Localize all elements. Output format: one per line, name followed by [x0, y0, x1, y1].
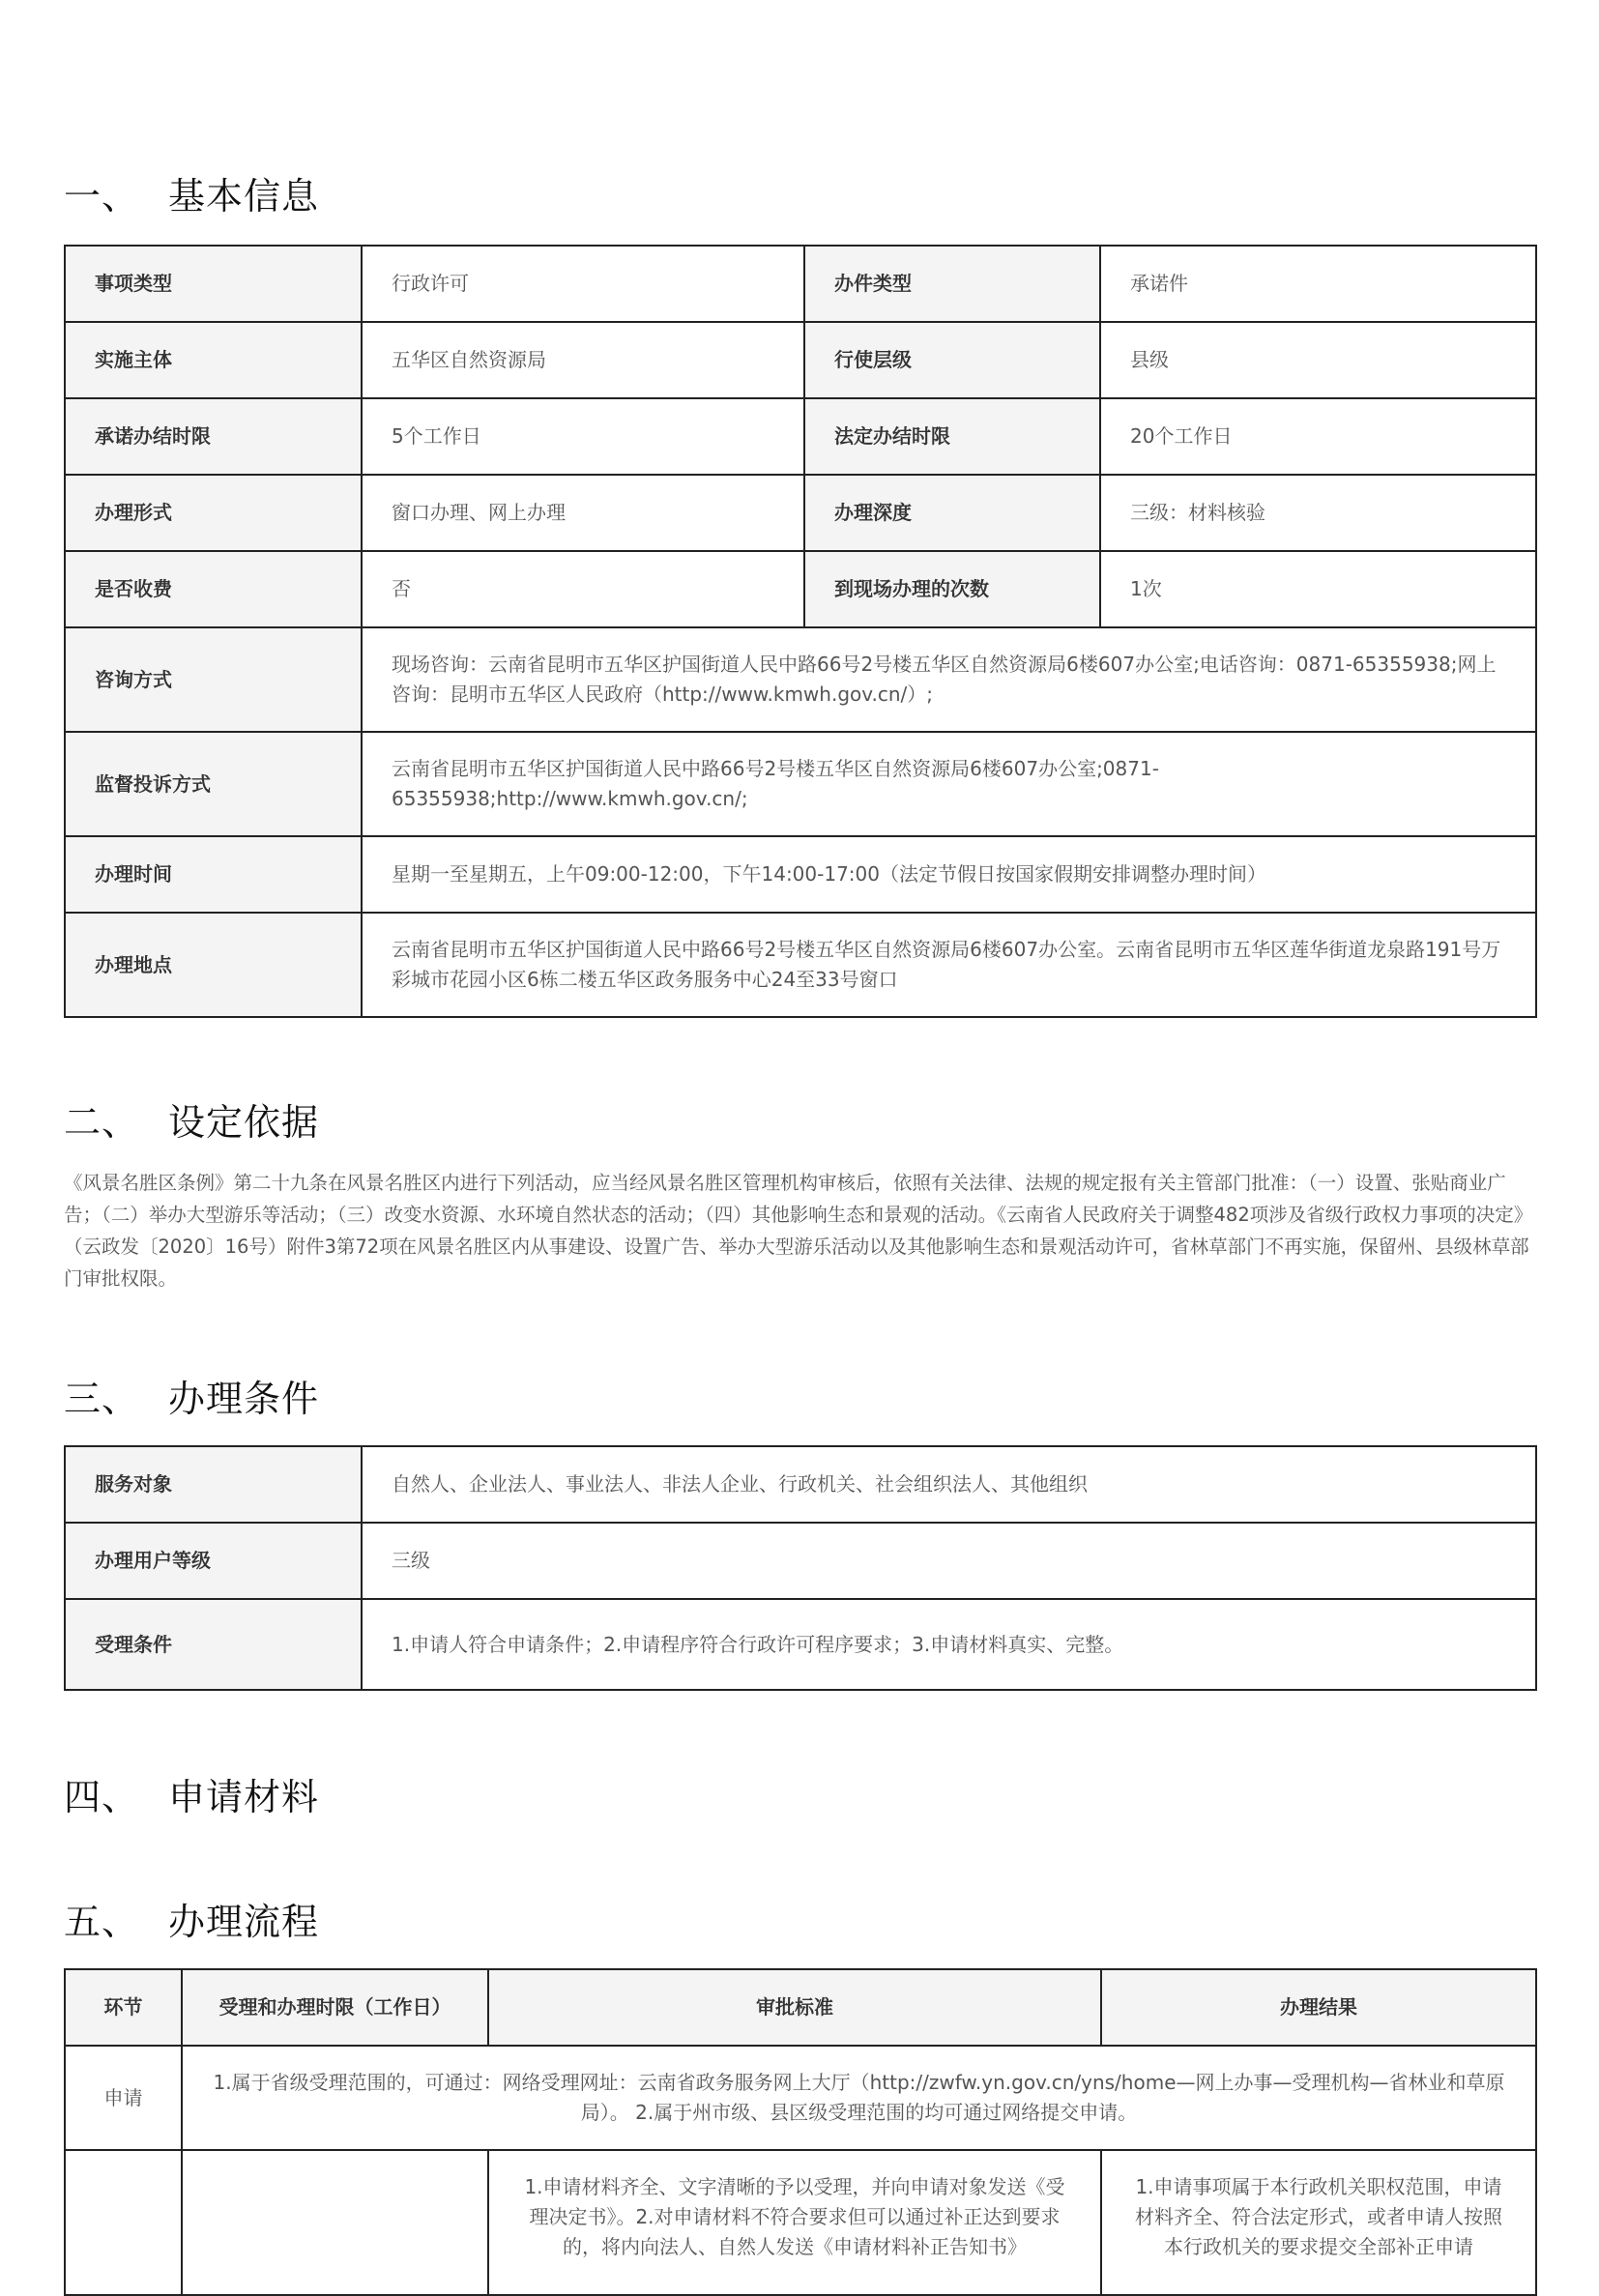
field-value: 县级 — [1100, 322, 1536, 398]
section-title-basic-info: 一、 基本信息 — [64, 175, 320, 218]
result-cell: 1.申请事项属于本行政机关职权范围，申请材料齐全、符合法定形式，或者申请人按照本行政机关的要求提交全部补正申请 — [1101, 2150, 1536, 2295]
table-row — [65, 475, 1536, 551]
field-label: 承诺办结时限 — [65, 398, 362, 475]
basis-paragraph: 《风景名胜区条例》第二十九条在风景名胜区内进行下列活动，应当经风景名胜区管理机构审核后，依照有关法律、法规的规定报有关主管部门批准：（一）设置、张贴商业广告；（二）举办大型游乐等活动；（三）改变水资源、水环境自然状态的活动；（四）其他影响生态和景观的活动。《云南省人民政府关于调整482项涉及省级行政权力事项的决定》（云政发〔2020〕16号）附件3第72项在风景名胜区内从事建设、设置广告、举办大型游乐活动以及其他影响生态和景观活动许可，省林草部门不再实施，保留州、县级林草部门审批权限。 — [64, 1172, 1533, 1290]
section-title-conditions: 三、 办理条件 — [64, 1378, 320, 1420]
table-row — [65, 1599, 1536, 1690]
field-value: 5个工作日 — [362, 398, 804, 475]
field-label: 事项类型 — [65, 246, 362, 322]
field-label: 实施主体 — [65, 322, 362, 398]
location-label: 办理地点 — [65, 913, 362, 1017]
time-cell-empty — [182, 2150, 488, 2295]
section-title-process: 五、 办理流程 — [64, 1901, 320, 1943]
conditions-table — [64, 1445, 1537, 1691]
complaint-value: 云南省昆明市五华区护国街道人民中路66号2号楼五华区自然资源局6楼607办公室;0871-65355938;http://www.kmwh.gov.cn/; — [362, 732, 1536, 836]
field-value: 五华区自然资源局 — [362, 322, 804, 398]
location-value: 云南省昆明市五华区护国街道人民中路66号2号楼五华区自然资源局6楼607办公室。云南省昆明市五华区莲华街道龙泉路191号万彩城市花园小区6栋二楼五华区政务服务中心24至33号窗口 — [362, 913, 1536, 1017]
column-header-time: 受理和办理时限（工作日） — [182, 1969, 488, 2046]
field-value: 1.申请人符合申请条件；2.申请程序符合行政许可程序要求；3.申请材料真实、完整。 — [362, 1599, 1536, 1690]
hours-value: 星期一至星期五，上午09:00-12:00，下午14:00-17:00（法定节假日按国家假期安排调整办理时间） — [362, 836, 1536, 913]
field-value: 承诺件 — [1100, 246, 1536, 322]
apply-content-cell: 1.属于省级受理范围的，可通过：网络受理网址：云南省政务服务网上大厅（http://zwfw.yn.gov.cn/yns/home—网上办事—受理机构—省林业和草原局）。 2.属于州市级、县区级受理范围的均可通过网络提交申请。 — [182, 2046, 1536, 2150]
process-table — [64, 1968, 1537, 2296]
table-row — [65, 2046, 1536, 2150]
field-label: 到现场办理的次数 — [804, 551, 1100, 627]
field-label: 受理条件 — [65, 1599, 362, 1690]
hours-label: 办理时间 — [65, 836, 362, 913]
field-label: 办理形式 — [65, 475, 362, 551]
column-header-stage: 环节 — [65, 1969, 182, 2046]
table-header-row — [65, 1969, 1536, 2046]
table-row — [65, 398, 1536, 475]
field-value: 1次 — [1100, 551, 1536, 627]
field-value: 三级：材料核验 — [1100, 475, 1536, 551]
basic-info-table — [64, 245, 1537, 1018]
complaint-label: 监督投诉方式 — [65, 732, 362, 836]
standard-cell: 1.申请材料齐全、文字清晰的予以受理，并向申请对象发送《受理决定书》。2.对申请材料不符合要求但可以通过补正达到要求的，将内向法人、自然人发送《申请材料补正告知书》 — [488, 2150, 1101, 2295]
column-header-result: 办理结果 — [1101, 1969, 1536, 2046]
table-row — [65, 1523, 1536, 1599]
stage-cell: 申请 — [65, 2046, 182, 2150]
table-row — [65, 836, 1536, 913]
field-value: 否 — [362, 551, 804, 627]
table-row — [65, 732, 1536, 836]
table-row — [65, 2150, 1536, 2295]
section-title-basis: 二、 设定依据 — [64, 1101, 320, 1144]
field-label: 办理深度 — [804, 475, 1100, 551]
table-row — [65, 913, 1536, 1017]
consult-value: 现场咨询：云南省昆明市五华区护国街道人民中路66号2号楼五华区自然资源局6楼607办公室;电话咨询：0871-65355938;网上咨询：昆明市五华区人民政府（http://www.kmwh.gov.cn/）; — [362, 627, 1536, 732]
field-value: 窗口办理、网上办理 — [362, 475, 804, 551]
field-label: 服务对象 — [65, 1446, 362, 1523]
field-label: 办理用户等级 — [65, 1523, 362, 1599]
table-row — [65, 1446, 1536, 1523]
field-label: 是否收费 — [65, 551, 362, 627]
table-row — [65, 627, 1536, 732]
consult-label: 咨询方式 — [65, 627, 362, 732]
table-row — [65, 551, 1536, 627]
column-header-standard: 审批标准 — [488, 1969, 1101, 2046]
field-value: 行政许可 — [362, 246, 804, 322]
field-label: 行使层级 — [804, 322, 1100, 398]
section-title-materials: 四、 申请材料 — [64, 1776, 320, 1818]
field-value: 三级 — [362, 1523, 1536, 1599]
field-value: 自然人、企业法人、事业法人、非法人企业、行政机关、社会组织法人、其他组织 — [362, 1446, 1536, 1523]
table-row — [65, 246, 1536, 322]
table-row — [65, 322, 1536, 398]
stage-cell-empty — [65, 2150, 182, 2295]
field-label: 法定办结时限 — [804, 398, 1100, 475]
field-label: 办件类型 — [804, 246, 1100, 322]
field-value: 20个工作日 — [1100, 398, 1536, 475]
